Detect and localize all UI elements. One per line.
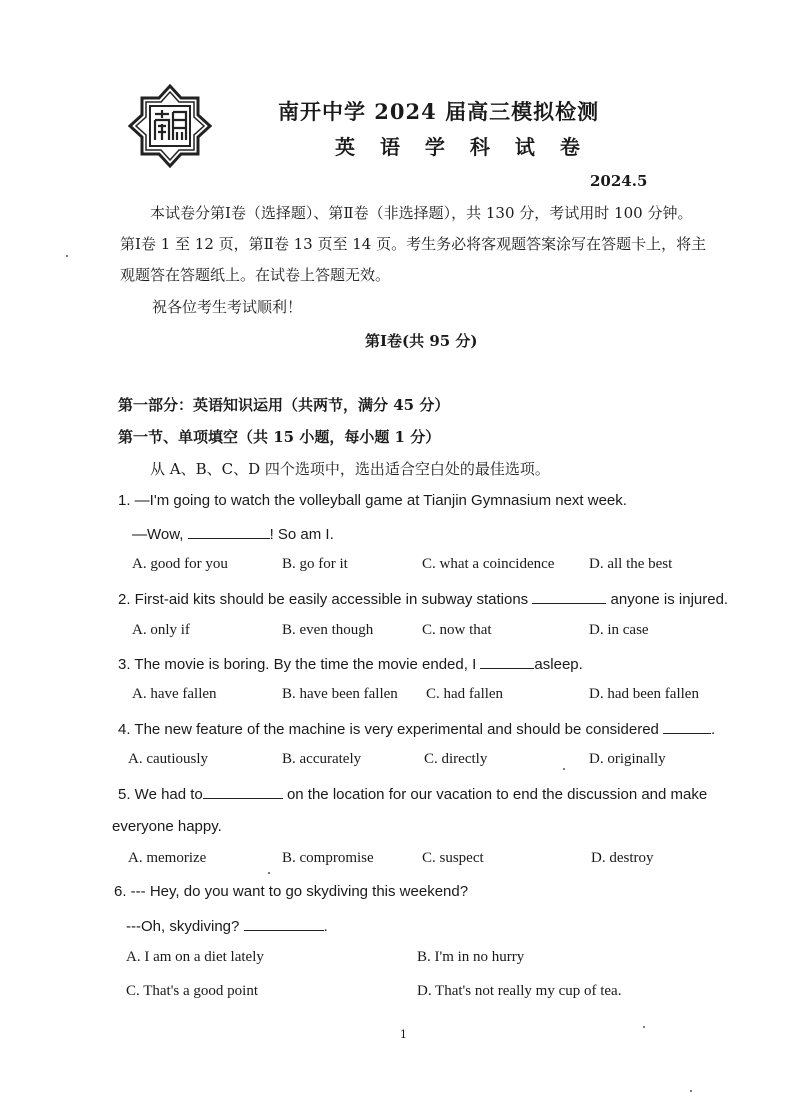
option-b: B. compromise [282,850,374,866]
scan-speck [690,1090,692,1092]
scan-speck [66,255,68,257]
option-a: A. memorize [128,850,207,866]
stem-part: . [711,721,716,738]
stem-part: 2. First-aid kits should be easily accessible in subway stations [118,591,533,608]
option-d: D. in case [589,622,649,638]
option-c: C. what a coincidence [422,556,555,572]
section-instruction: 从 A、B、C、D 四个选项中，选出适合空白处的最佳选项。 [150,460,550,478]
option-a: A. cautiously [128,751,208,767]
option-b: B. have been fallen [282,686,398,702]
answer-blank [532,589,606,604]
option-c: C. suspect [422,850,484,866]
answer-blank [480,654,534,669]
question-stem [118,654,583,673]
option-a: A. good for you [132,556,228,572]
question-stem: 1. —I'm going to watch the volleyball game at Tianjin Gymnasium next week. [118,492,627,509]
page-number: 1 [400,1028,407,1041]
option-b: B. even though [282,622,374,638]
scan-speck [563,768,565,770]
volume-heading: 第Ⅰ卷(共 95 分) [365,332,478,350]
option-c: C. had fallen [426,686,504,702]
question-stem [118,719,715,738]
answer-blank [188,524,270,539]
option-d: D. originally [589,751,666,767]
option-b: B. go for it [282,556,348,572]
option-c: C. That's a good point [126,983,259,999]
question-stem [118,784,707,803]
stem-part: . [323,918,328,935]
stem-part: 3. The movie is boring. By the time the movie ended, I [118,656,481,673]
option-c: C. now that [422,622,492,638]
school-logo [128,84,212,168]
question-stem [118,589,728,608]
stem-part: 4. The new feature of the machine is very experimental and should be considered [118,721,664,738]
option-a: A. I am on a diet lately [126,949,264,965]
paper-title: 英 语 学 科 试 卷 [335,135,589,159]
answer-blank [663,719,711,734]
option-c: C. directly [424,751,488,767]
exam-date: 2024.5 [590,172,648,190]
option-d: D. destroy [591,850,654,866]
part-heading: 第一部分：英语知识运用（共两节，满分 45 分） [118,396,450,414]
option-d: D. That's not really my cup of tea. [417,983,622,999]
question-stem-continued: everyone happy. [112,818,222,835]
exam-instructions [120,198,720,291]
stem-part: anyone is injured. [606,591,729,608]
stem-part: on the location for our vacation to end the discussion and make [282,786,708,803]
option-d: D. all the best [589,556,673,572]
answer-blank [244,916,324,931]
instruction-line: 观题答在答题纸上。在试卷上答题无效。 [120,266,391,284]
stem-part: 5. We had to [118,786,203,803]
question-stem [132,524,334,543]
option-a: A. only if [132,622,190,638]
option-b: B. I'm in no hurry [417,949,525,965]
section-heading: 第一节、单项填空（共 15 小题，每小题 1 分） [118,428,441,446]
option-d: D. had been fallen [589,686,699,702]
good-luck-text: 祝各位考生考试顺利！ [152,298,303,316]
question-stem: 6. --- Hey, do you want to go skydiving this weekend? [114,883,469,900]
scan-speck [268,872,270,874]
stem-part: ---Oh, skydiving? [126,918,244,935]
stem-part: ! So am I. [269,526,334,543]
option-b: B. accurately [282,751,362,767]
stem-part: asleep. [534,656,583,673]
question-stem [126,916,328,935]
instruction-line: 第Ⅰ卷 1 至 12 页，第Ⅱ卷 13 页至 14 页。考生务必将客观题答案涂写在答题卡上，将主 [120,235,707,253]
scan-speck [643,1026,645,1028]
school-title: 南开中学 2024 届高三模拟检测 [278,99,600,124]
instruction-line: 本试卷分第Ⅰ卷（选择题）、第Ⅱ卷（非选择题），共 130 分，考试用时 100 分钟。 [150,204,693,222]
stem-part: —Wow, [132,526,188,543]
option-a: A. have fallen [132,686,217,702]
answer-blank [203,784,283,799]
